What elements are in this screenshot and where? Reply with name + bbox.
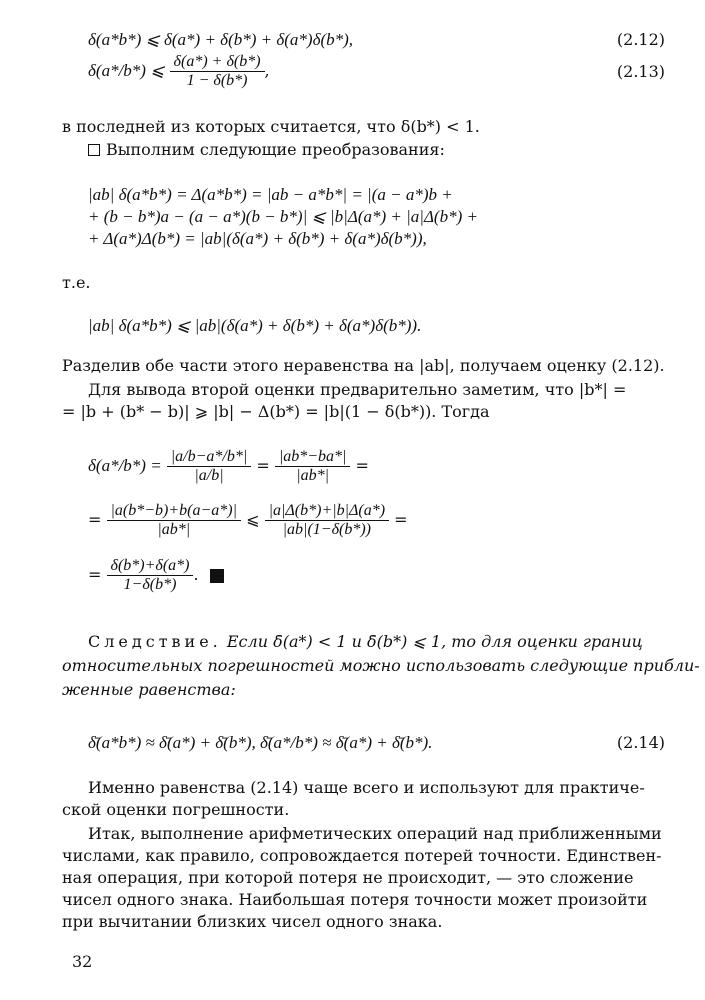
calc-fraction-2: [275, 448, 351, 485]
eq213-fraction: [170, 53, 265, 90]
calc-fraction-5-den: 1−δ(b*): [123, 576, 177, 593]
calc-fraction-4: [265, 502, 389, 539]
calc-line-1: [88, 446, 369, 486]
equation-2-12: δ(a*b*) ⩽ δ(a*) + δ(b*) + δ(a*)δ(b*),: [88, 30, 354, 49]
calc-fraction-4-num: |a|Δ(b*)+|b|Δ(a*): [265, 502, 389, 521]
calc-fraction-3-num: |a(b*−b)+b(a−a*)|: [107, 502, 242, 521]
equation-number-2-14: (2.14): [616, 733, 665, 752]
calc-fraction-1-num: |a/b−a*/b*|: [167, 448, 251, 467]
calc-fraction-3-den: |ab*|: [157, 521, 191, 538]
calc-fraction-5-num: δ(b*)+δ(a*): [107, 557, 194, 576]
paragraph-second-estimate-1: Для вывода второй оценки предварительно заметим, что |b*| =: [88, 380, 627, 399]
paragraph-transform-text: Выполним следующие преобразования:: [106, 140, 445, 159]
equation-number-2-12: (2.12): [616, 30, 665, 49]
derivation-line-2: + (b − b*)a − (a − a*)(b − b*)| ⩽ |b|Δ(a*) + |a|Δ(b*) +: [88, 207, 478, 226]
calc-eq-3: =: [88, 510, 102, 529]
equation-2-13: [88, 52, 270, 90]
paragraph-condition: в последней из которых считается, что δ(b*) < 1.: [62, 117, 480, 136]
corollary-line-1: [88, 632, 643, 652]
calc-le: ⩽: [246, 510, 260, 529]
paragraph-final-3: ная операция, при которой потеря не происходит, — это сложение: [62, 868, 634, 887]
calc-fraction-4-den: |ab|(1−δ(b*)): [282, 521, 371, 538]
paragraph-transform: [88, 140, 445, 160]
paragraph-final-1: Итак, выполнение арифметических операций над приближенными: [88, 824, 662, 843]
qed-square-icon: [210, 569, 224, 583]
calc-fraction-1: [167, 448, 251, 485]
paragraph-practical-2: ской оценки погрешности.: [62, 800, 290, 819]
inequality: |ab| δ(a*b*) ⩽ |ab|(δ(a*) + δ(b*) + δ(a*)δ(b*)).: [88, 316, 422, 335]
calc-lhs: δ(a*/b*) =: [88, 456, 162, 475]
proof-start-icon: [88, 144, 100, 156]
corollary-line-2: относительных погрешностей можно использовать следующие прибли-: [62, 656, 700, 675]
corollary-line-3: женные равенства:: [62, 680, 236, 699]
paragraph-second-estimate-2: = |b + (b* − b)| ⩾ |b| − Δ(b*) = |b|(1 − δ(b*)). Тогда: [62, 402, 490, 421]
paragraph-final-2: числами, как правило, сопровождается потерей точности. Единствен-: [62, 846, 662, 865]
calc-dot: .: [193, 565, 199, 584]
calc-eq-2: =: [355, 456, 369, 475]
eq213-denominator: 1 − δ(b*): [186, 72, 248, 89]
calc-line-3: [88, 555, 224, 595]
corollary-heading: Следствие.: [88, 632, 222, 651]
calc-eq-5: =: [88, 565, 102, 584]
eq213-numerator: δ(a*) + δ(b*): [170, 53, 265, 72]
eq213-tail: ,: [264, 61, 270, 80]
paragraph-final-5: при вычитании близких чисел одного знака.: [62, 912, 443, 931]
derivation-line-1: |ab| δ(a*b*) = Δ(a*b*) = |ab − a*b*| = |(a − a*)b +: [88, 185, 453, 204]
equation-number-2-13: (2.13): [616, 62, 665, 81]
calc-fraction-5: [107, 557, 194, 594]
calc-eq-1: =: [256, 456, 270, 475]
calc-eq-4: =: [394, 510, 408, 529]
calc-fraction-2-den: |ab*|: [296, 467, 330, 484]
calc-fraction-3: [107, 502, 242, 539]
equation-2-14: δ̄(a*b*) ≈ δ̄(a*) + δ̄(b*), δ̄(a*/b*) ≈ δ̄(a*) + δ̄(b*).: [88, 733, 433, 752]
text-ie: т.е.: [62, 273, 91, 292]
calc-line-2: [88, 500, 408, 540]
calc-fraction-1-den: |a/b|: [194, 467, 224, 484]
eq213-lhs: δ(a*/b*) ⩽: [88, 61, 165, 80]
corollary-text-1: Если δ̄(a*) < 1 и δ̄(b*) ⩽ 1, то для оценки границ: [226, 632, 643, 651]
page-number: 32: [72, 952, 93, 971]
derivation-line-3: + Δ(a*)Δ(b*) = |ab|(δ(a*) + δ(b*) + δ(a*)δ(b*)),: [88, 229, 427, 248]
paragraph-practical-1: Именно равенства (2.14) чаще всего и используют для практиче-: [88, 778, 645, 797]
paragraph-final-4: чисел одного знака. Наибольшая потеря точности может произойти: [62, 890, 648, 909]
paragraph-divide: Разделив обе части этого неравенства на |ab|, получаем оценку (2.12).: [62, 356, 665, 375]
calc-fraction-2-num: |ab*−ba*|: [275, 448, 351, 467]
